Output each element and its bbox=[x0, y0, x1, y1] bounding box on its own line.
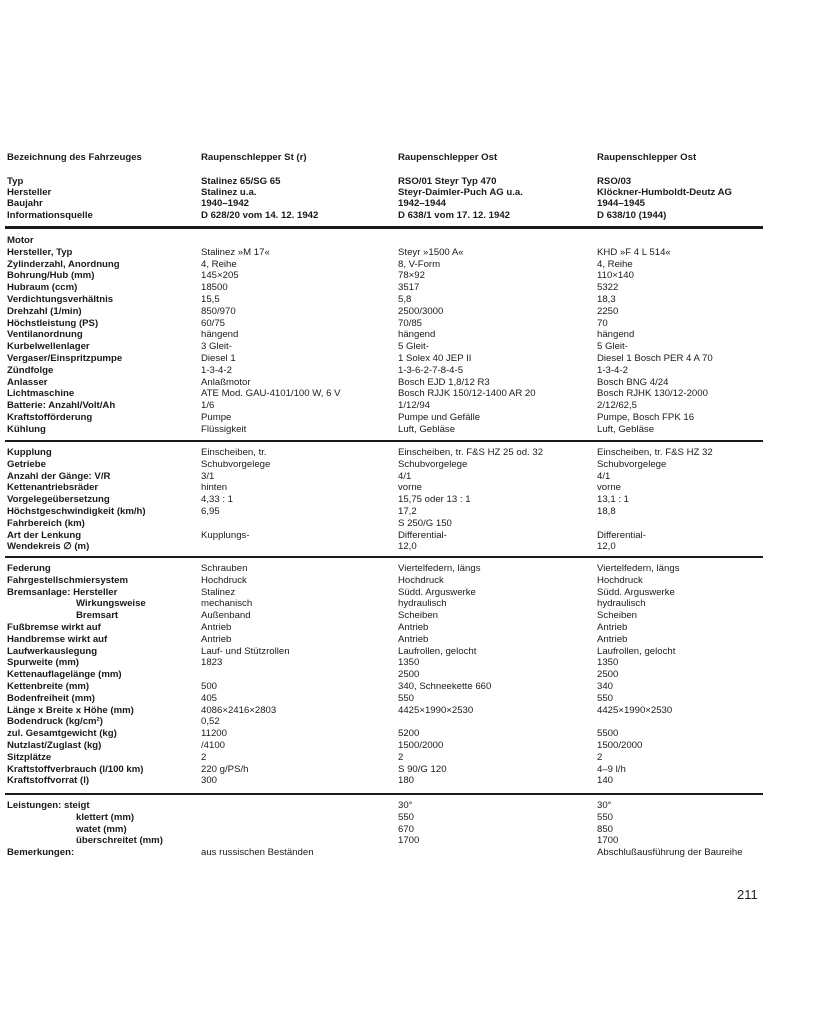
row-value: vorne bbox=[398, 482, 422, 494]
row-value: 1700 bbox=[597, 835, 619, 847]
section-divider bbox=[5, 440, 763, 442]
row-value: Schubvorgelege bbox=[398, 458, 468, 470]
row-value: 4, Reihe bbox=[597, 258, 633, 270]
spec-row bbox=[0, 412, 826, 424]
row-value: Bosch RJHK 130/12-2000 bbox=[597, 388, 708, 400]
row-value: 2500 bbox=[398, 669, 420, 681]
row-value: /4100 bbox=[201, 740, 226, 751]
row-value: 1-3-4-2 bbox=[597, 364, 628, 376]
row-value: D 638/1 vom 17. 12. 1942 bbox=[398, 209, 511, 221]
row-value: Scheiben bbox=[398, 610, 439, 622]
row-value: 140 bbox=[597, 775, 614, 787]
row-value: Antrieb bbox=[398, 622, 429, 633]
row-label: Anlasser bbox=[7, 376, 48, 388]
spec-row bbox=[0, 259, 826, 271]
spec-row bbox=[0, 318, 826, 330]
row-value: Bosch RJJK 150/12-1400 AR 20 bbox=[398, 388, 536, 400]
row-value: Schubvorgelege bbox=[597, 458, 667, 470]
row-value: Klöckner-Humboldt-Deutz AG bbox=[597, 187, 733, 199]
row-value: Stalinez u.a. bbox=[201, 187, 257, 199]
row-value: Hochdruck bbox=[398, 574, 444, 586]
row-label: Wirkungsweise bbox=[76, 598, 146, 610]
row-label: Länge x Breite x Höhe (mm) bbox=[7, 704, 134, 716]
row-label: Vorgelegeübersetzung bbox=[7, 494, 110, 506]
spec-row bbox=[0, 506, 826, 518]
row-label: Wendekreis ∅ (m) bbox=[7, 541, 90, 553]
row-value: 2500/3000 bbox=[398, 305, 444, 317]
row-label: Laufwerkauslegung bbox=[7, 645, 98, 657]
row-value: 13,1 : 1 bbox=[597, 494, 630, 506]
row-label: Nutzlast/Zuglast (kg) bbox=[7, 740, 102, 751]
row-label: Drehzahl (1/min) bbox=[7, 305, 82, 317]
spec-row bbox=[0, 447, 826, 459]
row-label: Verdichtungsverhältnis bbox=[7, 294, 114, 305]
row-value: 3/1 bbox=[201, 470, 215, 482]
row-value: 78×92 bbox=[398, 270, 425, 282]
row-label: Anzahl der Gänge: V/R bbox=[7, 470, 111, 482]
row-label: Batterie: Anzahl/Volt/Ah bbox=[7, 400, 116, 412]
row-value: Antrieb bbox=[597, 622, 628, 633]
row-value: Steyr-Daimler-Puch AG u.a. bbox=[398, 187, 523, 199]
row-value: 5500 bbox=[597, 728, 619, 740]
row-value: 1823 bbox=[201, 657, 223, 669]
row-label: Hubraum (ccm) bbox=[7, 282, 78, 294]
row-value: Schubvorgelege bbox=[201, 458, 271, 470]
row-value: Flüssigkeit bbox=[201, 423, 247, 435]
row-value: Südd. Arguswerke bbox=[597, 586, 675, 598]
row-value: 405 bbox=[201, 692, 218, 704]
row-value: 1/6 bbox=[201, 400, 215, 412]
spec-row bbox=[0, 494, 826, 506]
row-value: 17,2 bbox=[398, 506, 417, 517]
row-value: 1350 bbox=[597, 657, 619, 669]
spec-row bbox=[0, 282, 826, 294]
row-label: Höchstleistung (PS) bbox=[7, 317, 99, 329]
row-value: Abschlußausführung der Baureihe bbox=[597, 847, 743, 859]
row-value: 2 bbox=[201, 751, 207, 763]
row-value: 2 bbox=[398, 751, 404, 763]
row-value: 6,95 bbox=[201, 506, 220, 517]
row-value: Stalinez »M 17« bbox=[201, 246, 270, 258]
spec-row bbox=[0, 388, 826, 400]
spec-row bbox=[0, 400, 826, 412]
row-value: 3 Gleit- bbox=[201, 341, 232, 353]
spec-row bbox=[0, 764, 826, 776]
row-value: hydraulisch bbox=[597, 598, 646, 610]
row-value: hinten bbox=[201, 482, 228, 494]
row-value: 1944–1945 bbox=[597, 198, 646, 210]
row-value: 850 bbox=[597, 823, 614, 835]
spec-row bbox=[0, 482, 826, 494]
row-value: S 90/G 120 bbox=[398, 763, 447, 775]
section-divider bbox=[5, 226, 763, 229]
spec-row bbox=[0, 681, 826, 693]
row-value: Viertelfedern, längs bbox=[597, 563, 680, 574]
row-value: 550 bbox=[398, 811, 415, 823]
row-value: 4–9 l/h bbox=[597, 763, 626, 775]
row-value: Pumpe, Bosch FPK 16 bbox=[597, 412, 695, 423]
row-value: hängend bbox=[398, 329, 436, 341]
spec-row bbox=[0, 705, 826, 717]
spec-row bbox=[0, 353, 826, 365]
row-value: Einscheiben, tr. F&S HZ 32 bbox=[597, 447, 713, 458]
spec-row bbox=[0, 341, 826, 353]
row-value: 4/1 bbox=[597, 470, 611, 482]
vehicle-header-row bbox=[0, 152, 826, 164]
row-value: 18,8 bbox=[597, 506, 616, 517]
spec-row bbox=[0, 306, 826, 318]
spec-row bbox=[0, 377, 826, 389]
row-label: Ventilanordnung bbox=[7, 329, 83, 341]
vehicle-name: Raupenschlepper Ost bbox=[597, 152, 697, 163]
row-value: 11200 bbox=[201, 728, 227, 740]
section-divider bbox=[5, 556, 763, 558]
section-divider bbox=[5, 793, 763, 795]
row-value: Stalinez 65/SG 65 bbox=[201, 176, 281, 187]
row-label: Bemerkungen: bbox=[7, 847, 75, 859]
row-value: 4425×1990×2530 bbox=[398, 704, 474, 716]
spec-row bbox=[0, 847, 826, 859]
vehicle-name: Raupenschlepper Ost bbox=[398, 152, 498, 163]
row-value: Luft, Gebläse bbox=[597, 423, 655, 435]
row-value: 180 bbox=[398, 775, 415, 787]
spec-row bbox=[0, 329, 826, 341]
row-value: 1500/2000 bbox=[597, 740, 643, 751]
spec-row bbox=[0, 598, 826, 610]
spec-row bbox=[0, 424, 826, 436]
row-label: zul. Gesamtgewicht (kg) bbox=[7, 728, 117, 740]
row-value: Pumpe bbox=[201, 412, 232, 423]
row-label: Bremsanlage: Hersteller bbox=[7, 586, 118, 598]
vehicle-name: Raupenschlepper St (r) bbox=[201, 152, 307, 163]
spec-row bbox=[0, 459, 826, 471]
spec-row bbox=[0, 657, 826, 669]
row-value: vorne bbox=[597, 482, 621, 494]
row-label: Kurbelwellenlager bbox=[7, 341, 90, 353]
spec-row bbox=[0, 752, 826, 764]
header-label: Bezeichnung des Fahrzeuges bbox=[7, 152, 142, 163]
spec-row bbox=[0, 471, 826, 483]
row-value: Außenband bbox=[201, 610, 251, 622]
row-label: Kraftstoffvorrat (l) bbox=[7, 775, 90, 787]
spec-row bbox=[0, 693, 826, 705]
info-row bbox=[0, 176, 826, 188]
row-value: 550 bbox=[597, 811, 614, 823]
row-label: Art der Lenkung bbox=[7, 529, 82, 541]
row-value: 110×140 bbox=[597, 270, 634, 282]
row-label: Leistungen: steigt bbox=[7, 800, 90, 811]
row-label: Getriebe bbox=[7, 458, 46, 470]
row-label: Kühlung bbox=[7, 423, 46, 435]
row-value: Luft, Gebläse bbox=[398, 423, 456, 435]
row-value: Einscheiben, tr. F&S HZ 25 od. 32 bbox=[398, 447, 544, 458]
row-value: 8, V-Form bbox=[398, 258, 441, 270]
row-value: aus russischen Beständen bbox=[201, 847, 314, 859]
row-label: Bohrung/Hub (mm) bbox=[7, 270, 95, 282]
row-label: Bodendruck (kg/cm²) bbox=[7, 716, 103, 728]
row-value: D 628/20 vom 14. 12. 1942 bbox=[201, 209, 319, 221]
row-label: Vergaser/Einspritzpumpe bbox=[7, 353, 123, 364]
row-value: 4,33 : 1 bbox=[201, 494, 234, 506]
row-value: Antrieb bbox=[398, 633, 429, 645]
spec-row bbox=[0, 587, 826, 599]
spec-row bbox=[0, 800, 826, 812]
row-value: Antrieb bbox=[201, 622, 232, 633]
row-label: Spurweite (mm) bbox=[7, 657, 79, 669]
row-value: Südd. Arguswerke bbox=[398, 586, 476, 598]
spec-row bbox=[0, 646, 826, 658]
row-value: 5322 bbox=[597, 282, 619, 294]
row-label: Sitzplätze bbox=[7, 751, 52, 763]
row-value: Differential- bbox=[398, 529, 447, 541]
row-value: 500 bbox=[201, 681, 218, 692]
spec-row bbox=[0, 294, 826, 306]
spec-row bbox=[0, 610, 826, 622]
row-value: 2/12/62,5 bbox=[597, 400, 638, 412]
row-value: 1700 bbox=[398, 835, 420, 847]
row-label: Handbremse wirkt auf bbox=[7, 633, 108, 645]
row-label: Bodenfreiheit (mm) bbox=[7, 692, 95, 704]
row-value: 670 bbox=[398, 823, 415, 835]
row-label: Hersteller, Typ bbox=[7, 246, 73, 258]
row-value: 15,5 bbox=[201, 294, 220, 305]
row-value: 4, Reihe bbox=[201, 258, 237, 270]
row-value: Pumpe und Gefälle bbox=[398, 412, 481, 423]
row-label: Fahrgestellschmiersystem bbox=[7, 574, 129, 586]
row-value: 30° bbox=[398, 800, 413, 811]
row-label: Kettenbreite (mm) bbox=[7, 681, 90, 692]
spec-row bbox=[0, 575, 826, 587]
row-value: Steyr »1500 A« bbox=[398, 246, 464, 258]
row-value: Laufrollen, gelocht bbox=[597, 645, 676, 657]
row-value: Bosch EJD 1,8/12 R3 bbox=[398, 376, 490, 388]
info-row bbox=[0, 210, 826, 222]
spec-row bbox=[0, 740, 826, 752]
row-value: 550 bbox=[398, 692, 415, 704]
row-value: Diesel 1 bbox=[201, 353, 236, 364]
row-label: Kupplung bbox=[7, 447, 52, 458]
row-value: 60/75 bbox=[201, 317, 226, 329]
row-value: 2250 bbox=[597, 305, 619, 317]
row-label: Lichtmaschine bbox=[7, 388, 75, 400]
row-label: Informationsquelle bbox=[7, 209, 93, 221]
row-value: Bosch BNG 4/24 bbox=[597, 376, 669, 388]
spec-row bbox=[0, 518, 826, 530]
row-value: 145×205 bbox=[201, 270, 239, 282]
row-label: Bremsart bbox=[76, 610, 119, 622]
row-value: 1-3-4-2 bbox=[201, 364, 232, 376]
row-label: Zylinderzahl, Anordnung bbox=[7, 258, 120, 270]
row-value: 5 Gleit- bbox=[597, 341, 628, 353]
spec-row bbox=[0, 270, 826, 282]
row-value: 340, Schneekette 660 bbox=[398, 681, 492, 692]
spec-row bbox=[0, 530, 826, 542]
spec-row bbox=[0, 728, 826, 740]
row-value: 4086×2416×2803 bbox=[201, 704, 277, 716]
row-label: Federung bbox=[7, 563, 51, 574]
row-value: 5200 bbox=[398, 728, 420, 740]
spec-row bbox=[0, 835, 826, 847]
row-value: 300 bbox=[201, 775, 218, 787]
row-label: Motor bbox=[7, 235, 34, 246]
row-value: RSO/03 bbox=[597, 176, 632, 187]
row-value: Einscheiben, tr. bbox=[201, 447, 267, 458]
row-value: 70 bbox=[597, 317, 608, 329]
row-value: 340 bbox=[597, 681, 614, 692]
row-label: watet (mm) bbox=[76, 823, 127, 835]
row-value: Differential- bbox=[597, 529, 646, 541]
row-value: Antrieb bbox=[201, 633, 232, 645]
row-value: 1-3-6-2-7-8-4-5 bbox=[398, 364, 464, 376]
row-value: 4425×1990×2530 bbox=[597, 704, 673, 716]
row-value: 3517 bbox=[398, 282, 420, 294]
row-value: D 638/10 (1944) bbox=[597, 209, 667, 221]
row-value: Hochdruck bbox=[597, 574, 643, 586]
row-value: 15,75 oder 13 : 1 bbox=[398, 494, 471, 506]
row-label: Fußbremse wirkt auf bbox=[7, 622, 101, 633]
row-label: Kraftstoffverbrauch (l/100 km) bbox=[7, 763, 144, 775]
row-label: überschreitet (mm) bbox=[76, 835, 163, 847]
row-value: 2 bbox=[597, 751, 603, 763]
row-value: hydraulisch bbox=[398, 598, 447, 610]
row-value: 70/85 bbox=[398, 317, 423, 329]
spec-row bbox=[0, 634, 826, 646]
row-value: 0,52 bbox=[201, 716, 220, 728]
row-label: Kettenauflagelänge (mm) bbox=[7, 669, 122, 681]
row-label: klettert (mm) bbox=[76, 811, 135, 823]
info-row bbox=[0, 187, 826, 199]
row-value: Schrauben bbox=[201, 563, 248, 574]
row-value: ATE Mod. GAU-4101/100 W, 6 V bbox=[201, 388, 341, 400]
row-value: 550 bbox=[597, 692, 614, 704]
spec-row bbox=[0, 716, 826, 728]
row-label: Baujahr bbox=[7, 198, 43, 210]
row-value: hängend bbox=[597, 329, 635, 341]
row-value: 2500 bbox=[597, 669, 619, 681]
row-value: Hochdruck bbox=[201, 574, 247, 586]
row-label: Zündfolge bbox=[7, 364, 54, 376]
spec-row bbox=[0, 775, 826, 787]
row-value: Lauf- und Stützrollen bbox=[201, 645, 290, 657]
row-value: 1/12/94 bbox=[398, 400, 431, 412]
row-value: 850/970 bbox=[201, 305, 236, 317]
row-value: mechanisch bbox=[201, 598, 253, 610]
row-value: Antrieb bbox=[597, 633, 628, 645]
row-value: 5 Gleit- bbox=[398, 341, 429, 353]
row-value: 1350 bbox=[398, 657, 420, 669]
row-value: S 250/G 150 bbox=[398, 517, 452, 529]
spec-row bbox=[0, 247, 826, 259]
row-label: Höchstgeschwindigkeit (km/h) bbox=[7, 506, 146, 517]
spec-row bbox=[0, 541, 826, 553]
row-value: 5,8 bbox=[398, 294, 412, 305]
row-value: RSO/01 Steyr Typ 470 bbox=[398, 176, 497, 187]
row-value: 30° bbox=[597, 800, 612, 811]
row-label: Fahrbereich (km) bbox=[7, 517, 85, 529]
row-label: Kettenantriebsräder bbox=[7, 482, 99, 494]
row-value: 18500 bbox=[201, 282, 228, 294]
spec-row bbox=[0, 669, 826, 681]
row-value: 1 Solex 40 JEP II bbox=[398, 353, 472, 364]
row-value: 1940–1942 bbox=[201, 198, 250, 210]
spec-row bbox=[0, 365, 826, 377]
row-value: 1942–1944 bbox=[398, 198, 447, 210]
row-value: 12,0 bbox=[597, 541, 616, 553]
row-value: 18,3 bbox=[597, 294, 616, 305]
row-value: Viertelfedern, längs bbox=[398, 563, 481, 574]
row-value: 12,0 bbox=[398, 541, 417, 553]
spec-row bbox=[0, 824, 826, 836]
row-value: Laufrollen, gelocht bbox=[398, 645, 477, 657]
row-label: Typ bbox=[7, 176, 24, 187]
spec-row bbox=[0, 812, 826, 824]
row-value: 4/1 bbox=[398, 470, 412, 482]
row-value: Stalinez bbox=[201, 586, 236, 598]
row-value: Anlaßmotor bbox=[201, 376, 251, 388]
spec-row bbox=[0, 622, 826, 634]
row-value: 220 g/PS/h bbox=[201, 763, 249, 775]
info-row bbox=[0, 198, 826, 210]
spec-row bbox=[0, 563, 826, 575]
page-number: 211 bbox=[737, 887, 758, 902]
row-value: Kupplungs- bbox=[201, 529, 250, 541]
row-value: 1500/2000 bbox=[398, 740, 444, 751]
row-label: Kraftstofförderung bbox=[7, 412, 93, 423]
row-value: hängend bbox=[201, 329, 239, 341]
row-label: Hersteller bbox=[7, 187, 52, 199]
row-value: KHD »F 4 L 514« bbox=[597, 246, 671, 258]
spec-row bbox=[0, 235, 826, 247]
row-value: Scheiben bbox=[597, 610, 638, 622]
row-value: Diesel 1 Bosch PER 4 A 70 bbox=[597, 353, 713, 364]
